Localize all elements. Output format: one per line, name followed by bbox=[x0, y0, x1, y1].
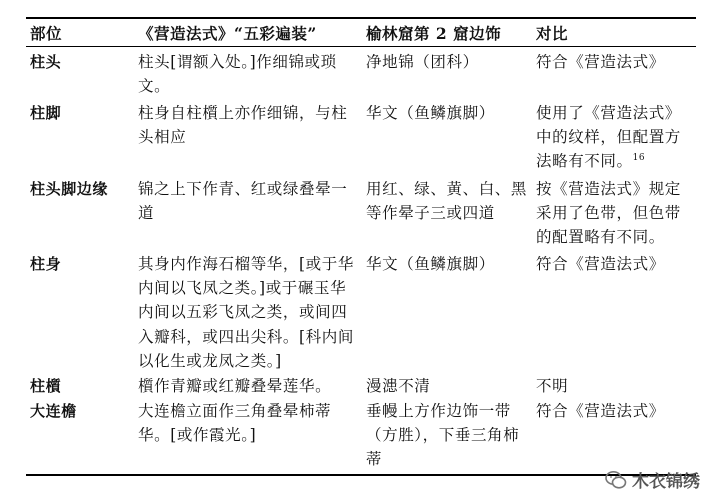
row-part: 柱身 bbox=[30, 255, 62, 273]
row-part: 柱头脚边缘 bbox=[30, 180, 109, 198]
compare-text: 使用了《营造法式》中的纹样，但配置方法略有不同。 bbox=[536, 104, 681, 171]
row-part: 柱脚 bbox=[30, 104, 62, 122]
header-compare: 对比 bbox=[536, 24, 569, 43]
row-yulin: 用红、绿、黄、白、黑等作晕子三或四道 bbox=[366, 180, 528, 223]
row-compare: 不明 bbox=[536, 377, 569, 395]
watermark-text: 木衣锦绣 bbox=[632, 472, 700, 492]
row-fashi: 其身内作海石榴等华，[或于华内间以飞凤之类。]或于碾玉华内间以五彩飞凤之类，或间四入瓣科，或四出尖科。[科内间以化生或龙凤之类。] bbox=[138, 255, 354, 370]
row-fashi: 大连檐立面作三角叠晕柿蒂华。[或作霞光。] bbox=[138, 402, 332, 445]
header-yulin: 榆林窟第 2 窟边饰 bbox=[366, 24, 502, 43]
table-top-rule bbox=[26, 17, 696, 19]
row-fashi: 櫍作青瓣或红瓣叠晕莲华。 bbox=[138, 377, 332, 395]
row-compare: 按《营造法式》规定采用了色带，但色带的配置略有不同。 bbox=[536, 180, 681, 247]
row-part: 大连檐 bbox=[30, 402, 77, 420]
footnote-mark: 16 bbox=[632, 153, 646, 164]
row-compare bbox=[536, 101, 696, 174]
row-compare: 符合《营造法式》 bbox=[536, 255, 665, 273]
row-compare: 符合《营造法式》 bbox=[536, 402, 665, 420]
wechat-icon bbox=[605, 470, 627, 490]
row-yulin: 垂幔上方作边饰一带（方胜），下垂三角柿蒂 bbox=[366, 402, 520, 469]
row-yulin: 华文（鱼鳞旗脚） bbox=[366, 255, 495, 273]
watermark bbox=[605, 467, 700, 492]
row-yulin: 华文（鱼鳞旗脚） bbox=[366, 104, 495, 122]
table-bottom-rule bbox=[26, 474, 696, 476]
row-fashi: 锦之上下作青、红或绿叠晕一道 bbox=[138, 180, 348, 223]
row-part: 柱櫍 bbox=[30, 377, 62, 395]
row-fashi: 柱身自柱櫍上亦作细锦，与柱头相应 bbox=[138, 104, 348, 147]
table-header-rule bbox=[26, 46, 696, 47]
row-yulin: 漫漶不清 bbox=[366, 377, 431, 395]
row-yulin: 净地锦（团科） bbox=[366, 53, 479, 71]
row-part: 柱头 bbox=[30, 53, 62, 71]
row-fashi: 柱头[谓额入处。]作细锦或琐文。 bbox=[138, 53, 337, 96]
header-part: 部位 bbox=[30, 24, 63, 43]
row-compare: 符合《营造法式》 bbox=[536, 53, 665, 71]
header-fashi: 《营造法式》“五彩遍装” bbox=[138, 24, 317, 43]
